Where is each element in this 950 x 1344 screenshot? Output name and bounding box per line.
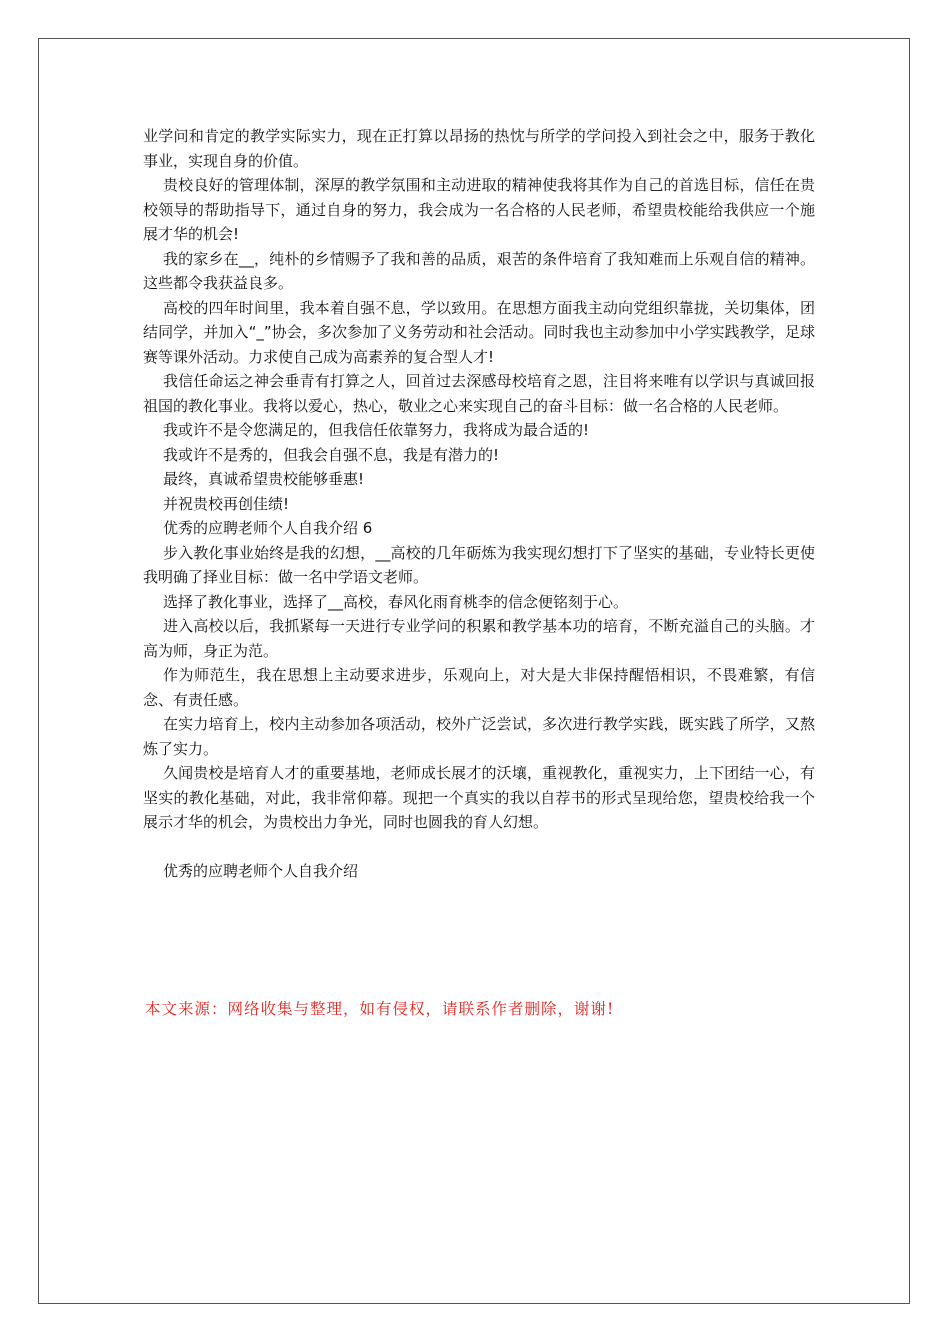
paragraph: 进入高校以后，我抓紧每一天进行专业学问的积累和教学基本功的培育，不断充溢自己的头脑。才高为师，身正为范。 <box>143 617 815 660</box>
closing-title: 优秀的应聘老师个人自我介绍 <box>163 861 359 880</box>
paragraph: 步入教化事业始终是我的幻想，__高校的几年砺炼为我实现幻想打下了坚实的基础，专业特长更使我明确了择业目标：做一名中学语文老师。 <box>143 543 815 586</box>
paragraph: 我或许不是令您满足的，但我信任依靠努力，我将成为最合适的! <box>163 421 590 439</box>
document-body <box>143 124 815 883</box>
paragraph: 我信任命运之神会垂青有打算之人，回首过去深感母校培育之恩，注目将来唯有以学识与真诚回报祖国的教化事业。我将以爱心，热心，敬业之心来实现自己的奋斗目标：做一名合格的人民老师。 <box>143 372 815 415</box>
paragraph: 在实力培育上，校内主动参加各项活动，校外广泛尝试，多次进行教学实践，既实践了所学，又熬炼了实力。 <box>143 715 815 758</box>
paragraph: 高校的四年时间里，我本着自强不息，学以致用。在思想方面我主动向党组织靠拢，关切集体，团结同学，并加入“_”协会，多次参加了义务劳动和社会活动。同时我也主动参加中小学实践教学，足球赛等课外活动。力求使自己成为高素养的复合型人才! <box>143 298 815 366</box>
paragraph-continued: 业学问和肯定的教学实际实力，现在正打算以昂扬的热忱与所学的学问投入到社会之中，服务于教化事业，实现自身的价值。 <box>143 127 815 170</box>
blank-line <box>143 835 815 859</box>
paragraph: 作为师范生，我在思想上主动要求进步，乐观向上，对大是大非保持醒悟相识，不畏难繁，有信念、有责任感。 <box>143 666 815 709</box>
paragraph: 我的家乡在__，纯朴的乡情赐予了我和善的品质，艰苦的条件培育了我知难而上乐观自信的精神。这些都令我获益良多。 <box>143 249 815 292</box>
paragraph: 选择了教化事业，选择了__高校，春风化雨育桃李的信念便铭刻于心。 <box>163 592 629 611</box>
section-heading: 优秀的应聘老师个人自我介绍 6 <box>163 519 373 537</box>
paragraph: 最终，真诚希望贵校能够垂惠! <box>163 470 365 488</box>
source-note: 本文来源：网络收集与整理，如有侵权，请联系作者删除，谢谢! <box>145 1000 615 1018</box>
paragraph: 贵校良好的管理体制，深厚的教学氛围和主动进取的精神使我将其作为自己的首选目标，信任在贵校领导的帮助指导下，通过自身的努力，我会成为一名合格的人民老师，希望贵校能给我供应一个施展才华的机会! <box>143 176 815 243</box>
paragraph: 并祝贵校再创佳绩! <box>163 494 290 513</box>
paragraph: 我或许不是秀的，但我会自强不息，我是有潜力的! <box>163 445 500 464</box>
paragraph: 久闻贵校是培育人才的重要基地，老师成长展才的沃壤，重视教化，重视实力，上下团结一心，有坚实的教化基础，对此，我非常仰幕。现把一个真实的我以自荐书的形式呈现给您，望贵校给我一个展示才华的机会，为贵校出力争光，同时也圆我的育人幻想。 <box>143 764 815 831</box>
